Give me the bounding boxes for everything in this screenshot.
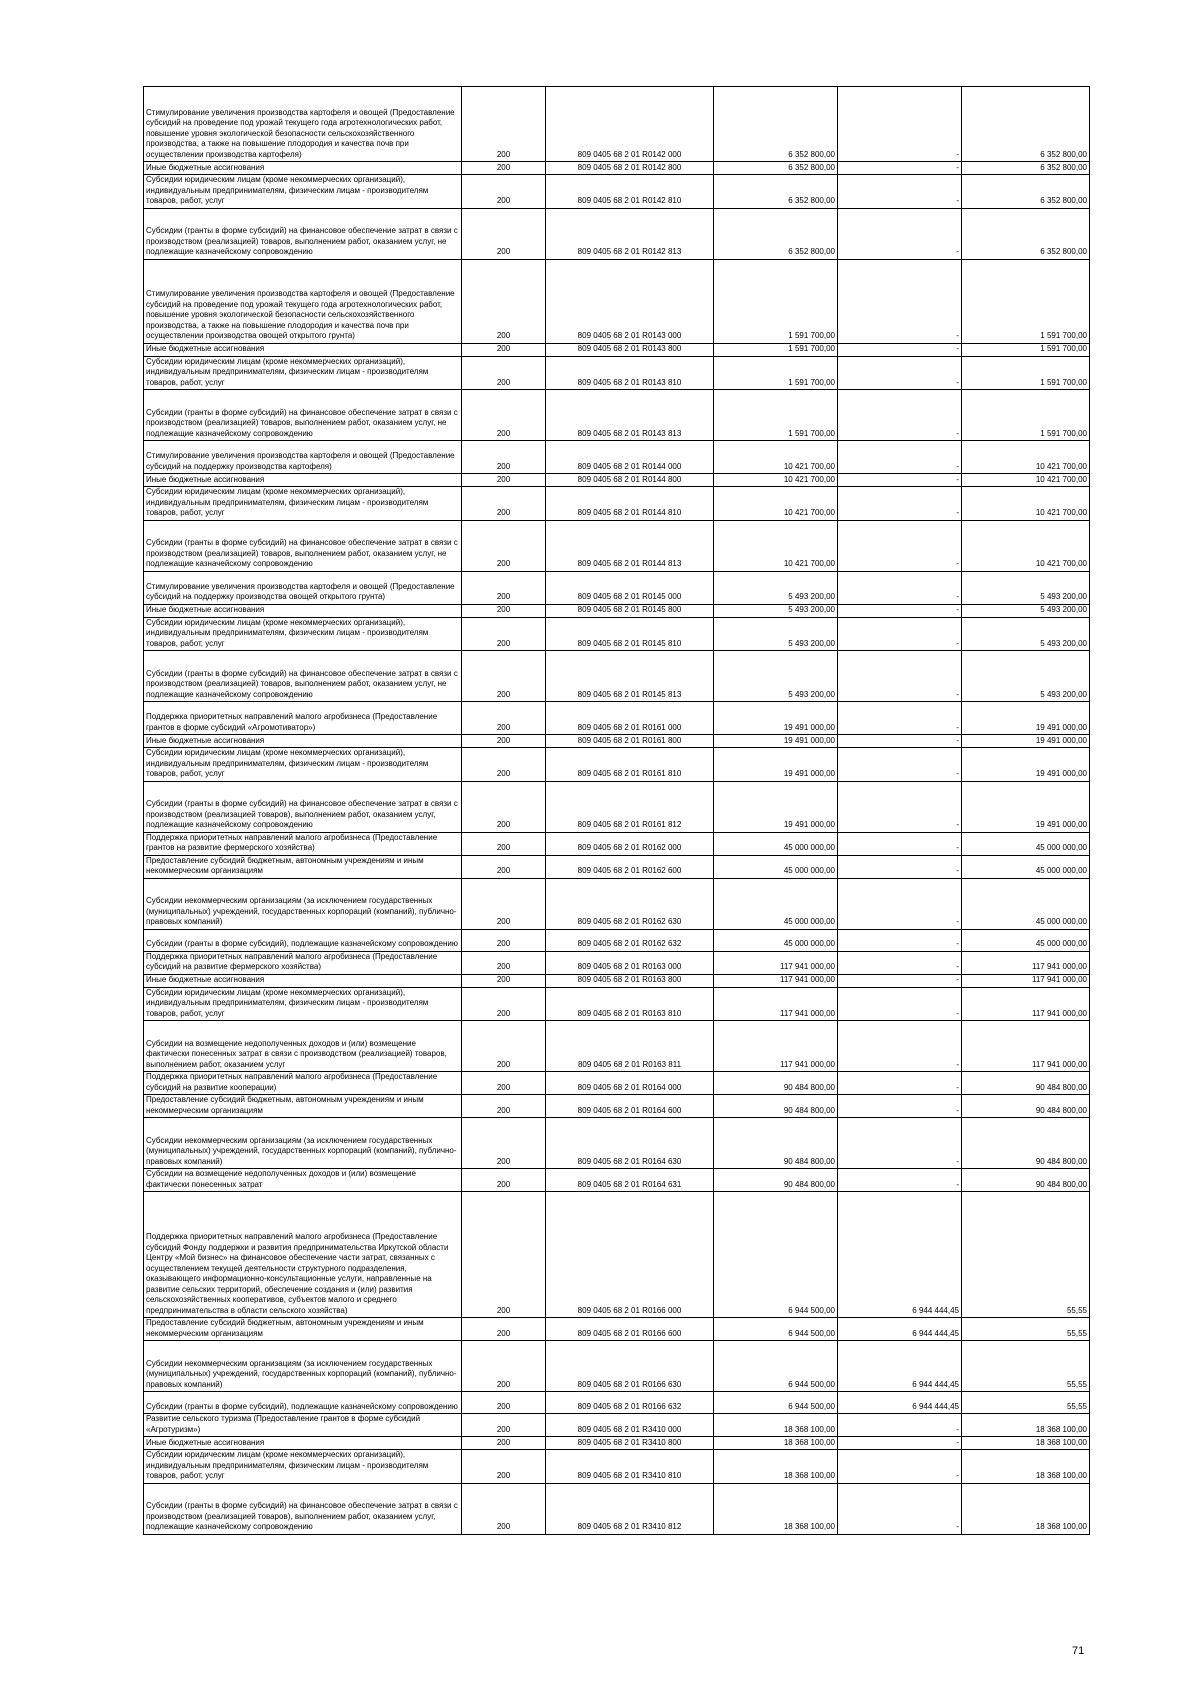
table-row bbox=[144, 974, 1090, 987]
table-row bbox=[144, 390, 1090, 441]
row-executed: - bbox=[838, 781, 962, 832]
row-code: 200 bbox=[462, 1072, 546, 1095]
row-approved: 18 368 100,00 bbox=[714, 1450, 838, 1484]
row-classification: 809 0405 68 2 01 R3410 812 bbox=[546, 1483, 714, 1534]
row-name: Субсидии на возмещение недополученных доходов и (или) возмещение фактически понесенных затрат bbox=[144, 1169, 462, 1192]
table-row bbox=[144, 951, 1090, 974]
row-name: Субсидии юридическим лицам (кроме некоммерческих организаций), индивидуальным предпринимателям, физическим лицам - производителям товаров, работ, услуг bbox=[144, 487, 462, 521]
table-row bbox=[144, 651, 1090, 702]
row-name: Иные бюджетные ассигнования bbox=[144, 735, 462, 748]
row-classification: 809 0405 68 2 01 R0161 000 bbox=[546, 702, 714, 735]
row-classification: 809 0405 68 2 01 R0145 800 bbox=[546, 604, 714, 617]
table-row bbox=[144, 487, 1090, 521]
row-name: Иные бюджетные ассигнования bbox=[144, 474, 462, 487]
row-remaining: 90 484 800,00 bbox=[962, 1169, 1090, 1192]
table-row bbox=[144, 441, 1090, 474]
row-code: 200 bbox=[462, 1021, 546, 1072]
row-name: Иные бюджетные ассигнования bbox=[144, 343, 462, 356]
row-approved: 90 484 800,00 bbox=[714, 1095, 838, 1118]
row-name: Предоставление субсидий бюджетным, автономным учреждениям и иным некоммерческим организациям bbox=[144, 1095, 462, 1118]
row-classification: 809 0405 68 2 01 R0166 630 bbox=[546, 1341, 714, 1392]
row-approved: 6 944 500,00 bbox=[714, 1392, 838, 1414]
row-name: Иные бюджетные ассигнования bbox=[144, 974, 462, 987]
row-remaining: 45 000 000,00 bbox=[962, 878, 1090, 929]
row-classification: 809 0405 68 2 01 R0142 000 bbox=[546, 87, 714, 162]
row-remaining: 90 484 800,00 bbox=[962, 1118, 1090, 1169]
row-executed: 6 944 444,45 bbox=[838, 1341, 962, 1392]
row-executed: - bbox=[838, 259, 962, 343]
row-remaining: 55,55 bbox=[962, 1341, 1090, 1392]
row-approved: 10 421 700,00 bbox=[714, 441, 838, 474]
budget-table-body bbox=[144, 87, 1090, 1535]
row-code: 200 bbox=[462, 855, 546, 878]
row-executed: - bbox=[838, 1437, 962, 1450]
row-name: Субсидии (гранты в форме субсидий), подлежащие казначейскому сопровождению bbox=[144, 1392, 462, 1414]
row-approved: 6 352 800,00 bbox=[714, 162, 838, 175]
row-executed: - bbox=[838, 1072, 962, 1095]
table-row bbox=[144, 162, 1090, 175]
row-name: Поддержка приоритетных направлений малого агробизнеса (Предоставление грантов на развитие фермерского хозяйства) bbox=[144, 832, 462, 855]
row-classification: 809 0405 68 2 01 R0166 632 bbox=[546, 1392, 714, 1414]
table-row bbox=[144, 748, 1090, 782]
row-classification: 809 0405 68 2 01 R0164 631 bbox=[546, 1169, 714, 1192]
row-code: 200 bbox=[462, 735, 546, 748]
row-code: 200 bbox=[462, 474, 546, 487]
row-executed: - bbox=[838, 929, 962, 951]
row-approved: 5 493 200,00 bbox=[714, 617, 838, 651]
row-name: Стимулирование увеличения производства картофеля и овощей (Предоставление субсидий на поддержку производства овощей открытого грунта) bbox=[144, 571, 462, 604]
row-remaining: 117 941 000,00 bbox=[962, 987, 1090, 1021]
row-name: Субсидии юридическим лицам (кроме некоммерческих организаций), индивидуальным предпринимателям, физическим лицам - производителям товаров, работ, услуг bbox=[144, 748, 462, 782]
table-row bbox=[144, 702, 1090, 735]
row-executed: 6 944 444,45 bbox=[838, 1318, 962, 1341]
row-classification: 809 0405 68 2 01 R0143 810 bbox=[546, 356, 714, 390]
row-classification: 809 0405 68 2 01 R0163 800 bbox=[546, 974, 714, 987]
row-name: Субсидии юридическим лицам (кроме некоммерческих организаций), индивидуальным предпринимателям, физическим лицам - производителям товаров, работ, услуг bbox=[144, 356, 462, 390]
row-remaining: 6 352 800,00 bbox=[962, 208, 1090, 259]
row-approved: 19 491 000,00 bbox=[714, 748, 838, 782]
row-name: Поддержка приоритетных направлений малого агробизнеса (Предоставление субсидий на развитие фермерского хозяйства) bbox=[144, 951, 462, 974]
row-approved: 6 352 800,00 bbox=[714, 175, 838, 209]
row-classification: 809 0405 68 2 01 R0144 810 bbox=[546, 487, 714, 521]
row-executed: - bbox=[838, 571, 962, 604]
row-code: 200 bbox=[462, 487, 546, 521]
table-row bbox=[144, 474, 1090, 487]
row-remaining: 1 591 700,00 bbox=[962, 343, 1090, 356]
row-classification: 809 0405 68 2 01 R0144 800 bbox=[546, 474, 714, 487]
table-row bbox=[144, 1450, 1090, 1484]
table-row bbox=[144, 735, 1090, 748]
row-executed: - bbox=[838, 1021, 962, 1072]
table-row bbox=[144, 604, 1090, 617]
page-number: 71 bbox=[1072, 1645, 1085, 1657]
row-approved: 90 484 800,00 bbox=[714, 1169, 838, 1192]
row-code: 200 bbox=[462, 1483, 546, 1534]
row-classification: 809 0405 68 2 01 R0162 600 bbox=[546, 855, 714, 878]
row-approved: 45 000 000,00 bbox=[714, 832, 838, 855]
table-row bbox=[144, 832, 1090, 855]
table-row bbox=[144, 781, 1090, 832]
row-executed: - bbox=[838, 951, 962, 974]
row-code: 200 bbox=[462, 162, 546, 175]
row-executed: - bbox=[838, 987, 962, 1021]
budget-table bbox=[143, 86, 1090, 1535]
row-remaining: 19 491 000,00 bbox=[962, 702, 1090, 735]
table-row bbox=[144, 1118, 1090, 1169]
row-name: Субсидии некоммерческим организациям (за исключением государственных (муниципальных) учреждений, государственных корпораций (компаний), публично-правовых компаний) bbox=[144, 1341, 462, 1392]
row-executed: 6 944 444,45 bbox=[838, 1192, 962, 1318]
table-row bbox=[144, 175, 1090, 209]
row-remaining: 6 352 800,00 bbox=[962, 175, 1090, 209]
table-row bbox=[144, 520, 1090, 571]
row-code: 200 bbox=[462, 1169, 546, 1192]
row-code: 200 bbox=[462, 208, 546, 259]
row-executed: - bbox=[838, 87, 962, 162]
row-name: Субсидии (гранты в форме субсидий) на финансовое обеспечение затрат в связи с производством (реализацией) товаров, выполнением работ, оказанием услуг, не подлежащие казначейскому сопровождению bbox=[144, 520, 462, 571]
row-remaining: 5 493 200,00 bbox=[962, 617, 1090, 651]
row-name: Стимулирование увеличения производства картофеля и овощей (Предоставление субсидий на проведение под урожай текущего года агротехнологических работ, повышение уровня экологической безопасности сельскохозяйственного производства, а также на повышение плодородия и качества почв при осуществлении производства овощей открытого грунта) bbox=[144, 259, 462, 343]
row-code: 200 bbox=[462, 617, 546, 651]
row-code: 200 bbox=[462, 832, 546, 855]
row-executed: 6 944 444,45 bbox=[838, 1392, 962, 1414]
row-classification: 809 0405 68 2 01 R0143 813 bbox=[546, 390, 714, 441]
row-code: 200 bbox=[462, 1414, 546, 1437]
row-code: 200 bbox=[462, 987, 546, 1021]
row-name: Субсидии юридическим лицам (кроме некоммерческих организаций), индивидуальным предпринимателям, физическим лицам - производителям товаров, работ, услуг bbox=[144, 987, 462, 1021]
row-executed: - bbox=[838, 1483, 962, 1534]
row-remaining: 1 591 700,00 bbox=[962, 259, 1090, 343]
row-executed: - bbox=[838, 162, 962, 175]
row-approved: 90 484 800,00 bbox=[714, 1118, 838, 1169]
row-classification: 809 0405 68 2 01 R0161 812 bbox=[546, 781, 714, 832]
row-code: 200 bbox=[462, 87, 546, 162]
row-name: Стимулирование увеличения производства картофеля и овощей (Предоставление субсидий на проведение под урожай текущего года агротехнологических работ, повышение уровня экологической безопасности сельскохозяйственного производства, а также на повышение плодородия и качества почв при осуществлении производства картофеля) bbox=[144, 87, 462, 162]
row-remaining: 1 591 700,00 bbox=[962, 356, 1090, 390]
row-remaining: 90 484 800,00 bbox=[962, 1072, 1090, 1095]
row-remaining: 19 491 000,00 bbox=[962, 748, 1090, 782]
table-row bbox=[144, 1414, 1090, 1437]
row-remaining: 55,55 bbox=[962, 1392, 1090, 1414]
row-approved: 45 000 000,00 bbox=[714, 855, 838, 878]
table-row bbox=[144, 1095, 1090, 1118]
row-approved: 10 421 700,00 bbox=[714, 520, 838, 571]
table-row bbox=[144, 259, 1090, 343]
row-remaining: 45 000 000,00 bbox=[962, 855, 1090, 878]
row-name: Иные бюджетные ассигнования bbox=[144, 162, 462, 175]
row-classification: 809 0405 68 2 01 R0161 810 bbox=[546, 748, 714, 782]
row-code: 200 bbox=[462, 974, 546, 987]
row-remaining: 90 484 800,00 bbox=[962, 1095, 1090, 1118]
row-classification: 809 0405 68 2 01 R0164 630 bbox=[546, 1118, 714, 1169]
row-name: Субсидии юридическим лицам (кроме некоммерческих организаций), индивидуальным предпринимателям, физическим лицам - производителям товаров, работ, услуг bbox=[144, 175, 462, 209]
row-remaining: 18 368 100,00 bbox=[962, 1450, 1090, 1484]
row-code: 200 bbox=[462, 1095, 546, 1118]
row-remaining: 10 421 700,00 bbox=[962, 474, 1090, 487]
row-code: 200 bbox=[462, 441, 546, 474]
row-executed: - bbox=[838, 832, 962, 855]
row-approved: 45 000 000,00 bbox=[714, 929, 838, 951]
table-row bbox=[144, 1341, 1090, 1392]
row-classification: 809 0405 68 2 01 R3410 800 bbox=[546, 1437, 714, 1450]
row-approved: 6 944 500,00 bbox=[714, 1192, 838, 1318]
row-classification: 809 0405 68 2 01 R0142 800 bbox=[546, 162, 714, 175]
table-row bbox=[144, 855, 1090, 878]
row-name: Иные бюджетные ассигнования bbox=[144, 1437, 462, 1450]
row-name: Субсидии (гранты в форме субсидий) на финансовое обеспечение затрат в связи с производством (реализацией товаров), выполнением работ, оказанием услуг, подлежащие казначейскому сопровождению bbox=[144, 1483, 462, 1534]
row-remaining: 45 000 000,00 bbox=[962, 929, 1090, 951]
table-row bbox=[144, 356, 1090, 390]
row-executed: - bbox=[838, 878, 962, 929]
row-name: Субсидии (гранты в форме субсидий) на финансовое обеспечение затрат в связи с производством (реализацией) товаров, выполнением работ, оказанием услуг, не подлежащие казначейскому сопровождению bbox=[144, 208, 462, 259]
row-classification: 809 0405 68 2 01 R0166 000 bbox=[546, 1192, 714, 1318]
row-approved: 117 941 000,00 bbox=[714, 974, 838, 987]
row-executed: - bbox=[838, 748, 962, 782]
row-classification: 809 0405 68 2 01 R0143 000 bbox=[546, 259, 714, 343]
row-classification: 809 0405 68 2 01 R0145 813 bbox=[546, 651, 714, 702]
row-remaining: 5 493 200,00 bbox=[962, 571, 1090, 604]
row-approved: 5 493 200,00 bbox=[714, 651, 838, 702]
row-name: Субсидии некоммерческим организациям (за исключением государственных (муниципальных) учреждений, государственных корпораций (компаний), публично-правовых компаний) bbox=[144, 1118, 462, 1169]
table-row bbox=[144, 1169, 1090, 1192]
row-code: 200 bbox=[462, 356, 546, 390]
row-classification: 809 0405 68 2 01 R0142 810 bbox=[546, 175, 714, 209]
row-remaining: 45 000 000,00 bbox=[962, 832, 1090, 855]
row-code: 200 bbox=[462, 175, 546, 209]
row-code: 200 bbox=[462, 878, 546, 929]
row-code: 200 bbox=[462, 781, 546, 832]
row-approved: 1 591 700,00 bbox=[714, 259, 838, 343]
row-approved: 117 941 000,00 bbox=[714, 951, 838, 974]
row-name: Субсидии (гранты в форме субсидий) на финансовое обеспечение затрат в связи с производством (реализацией) товаров, выполнением работ, оказанием услуг, не подлежащие казначейскому сопровождению bbox=[144, 390, 462, 441]
row-remaining: 18 368 100,00 bbox=[962, 1437, 1090, 1450]
row-code: 200 bbox=[462, 748, 546, 782]
table-row bbox=[144, 1392, 1090, 1414]
row-name: Поддержка приоритетных направлений малого агробизнеса (Предоставление субсидий Фонду поддержки и развития предпринимательства Иркутской области Центру «Мой бизнес» на финансовое обеспечение части затрат, связанных с осуществлением текущей деятельности структурного подразделения, оказывающего информационно-консультационные услуги, направленные на развитие сельских территорий, обеспечение создания и (или) развития сельскохозяйственных кооперативов, субъектов малого и среднего предпринимательства в области сельского хозяйства) bbox=[144, 1192, 462, 1318]
row-approved: 6 352 800,00 bbox=[714, 87, 838, 162]
row-approved: 6 352 800,00 bbox=[714, 208, 838, 259]
row-classification: 809 0405 68 2 01 R0163 000 bbox=[546, 951, 714, 974]
row-name: Субсидии на возмещение недополученных доходов и (или) возмещение фактически понесенных затрат в связи с производством (реализацией) товаров, выполнением работ, оказанием услуг bbox=[144, 1021, 462, 1072]
row-classification: 809 0405 68 2 01 R0142 813 bbox=[546, 208, 714, 259]
row-approved: 19 491 000,00 bbox=[714, 735, 838, 748]
row-remaining: 6 352 800,00 bbox=[962, 162, 1090, 175]
row-executed: - bbox=[838, 1169, 962, 1192]
row-executed: - bbox=[838, 474, 962, 487]
row-approved: 1 591 700,00 bbox=[714, 390, 838, 441]
table-row bbox=[144, 929, 1090, 951]
row-executed: - bbox=[838, 1450, 962, 1484]
row-code: 200 bbox=[462, 1341, 546, 1392]
row-approved: 90 484 800,00 bbox=[714, 1072, 838, 1095]
row-executed: - bbox=[838, 175, 962, 209]
row-executed: - bbox=[838, 974, 962, 987]
row-approved: 10 421 700,00 bbox=[714, 487, 838, 521]
row-approved: 18 368 100,00 bbox=[714, 1414, 838, 1437]
row-classification: 809 0405 68 2 01 R0163 811 bbox=[546, 1021, 714, 1072]
row-executed: - bbox=[838, 441, 962, 474]
row-approved: 18 368 100,00 bbox=[714, 1483, 838, 1534]
table-row bbox=[144, 1192, 1090, 1318]
row-code: 200 bbox=[462, 1450, 546, 1484]
row-code: 200 bbox=[462, 651, 546, 702]
row-classification: 809 0405 68 2 01 R0163 810 bbox=[546, 987, 714, 1021]
table-row bbox=[144, 1072, 1090, 1095]
row-executed: - bbox=[838, 208, 962, 259]
row-classification: 809 0405 68 2 01 R3410 810 bbox=[546, 1450, 714, 1484]
row-remaining: 19 491 000,00 bbox=[962, 735, 1090, 748]
row-name: Субсидии (гранты в форме субсидий), подлежащие казначейскому сопровождению bbox=[144, 929, 462, 951]
row-code: 200 bbox=[462, 702, 546, 735]
row-name: Субсидии некоммерческим организациям (за исключением государственных (муниципальных) учреждений, государственных корпораций (компаний), публично-правовых компаний) bbox=[144, 878, 462, 929]
row-executed: - bbox=[838, 1095, 962, 1118]
table-row bbox=[144, 343, 1090, 356]
row-executed: - bbox=[838, 1414, 962, 1437]
row-code: 200 bbox=[462, 929, 546, 951]
row-classification: 809 0405 68 2 01 R0162 000 bbox=[546, 832, 714, 855]
table-row bbox=[144, 1021, 1090, 1072]
table-row bbox=[144, 878, 1090, 929]
row-remaining: 5 493 200,00 bbox=[962, 604, 1090, 617]
row-approved: 117 941 000,00 bbox=[714, 987, 838, 1021]
row-executed: - bbox=[838, 1118, 962, 1169]
row-remaining: 18 368 100,00 bbox=[962, 1414, 1090, 1437]
row-remaining: 117 941 000,00 bbox=[962, 1021, 1090, 1072]
row-code: 200 bbox=[462, 343, 546, 356]
row-remaining: 5 493 200,00 bbox=[962, 651, 1090, 702]
row-code: 200 bbox=[462, 571, 546, 604]
row-executed: - bbox=[838, 343, 962, 356]
table-row bbox=[144, 1483, 1090, 1534]
table-row bbox=[144, 87, 1090, 162]
table-row bbox=[144, 1437, 1090, 1450]
table-row bbox=[144, 571, 1090, 604]
row-approved: 18 368 100,00 bbox=[714, 1437, 838, 1450]
row-executed: - bbox=[838, 520, 962, 571]
row-approved: 45 000 000,00 bbox=[714, 878, 838, 929]
row-classification: 809 0405 68 2 01 R0166 600 bbox=[546, 1318, 714, 1341]
row-approved: 6 944 500,00 bbox=[714, 1318, 838, 1341]
row-remaining: 117 941 000,00 bbox=[962, 951, 1090, 974]
row-approved: 1 591 700,00 bbox=[714, 343, 838, 356]
row-name: Предоставление субсидий бюджетным, автономным учреждениям и иным некоммерческим организациям bbox=[144, 855, 462, 878]
row-classification: 809 0405 68 2 01 R0164 600 bbox=[546, 1095, 714, 1118]
row-approved: 19 491 000,00 bbox=[714, 702, 838, 735]
row-name: Поддержка приоритетных направлений малого агробизнеса (Предоставление субсидий на развитие кооперации) bbox=[144, 1072, 462, 1095]
row-executed: - bbox=[838, 390, 962, 441]
row-approved: 5 493 200,00 bbox=[714, 604, 838, 617]
row-name: Предоставление субсидий бюджетным, автономным учреждениям и иным некоммерческим организациям bbox=[144, 1318, 462, 1341]
row-code: 200 bbox=[462, 1437, 546, 1450]
row-approved: 117 941 000,00 bbox=[714, 1021, 838, 1072]
row-remaining: 10 421 700,00 bbox=[962, 520, 1090, 571]
row-executed: - bbox=[838, 604, 962, 617]
row-executed: - bbox=[838, 735, 962, 748]
row-remaining: 19 491 000,00 bbox=[962, 781, 1090, 832]
row-classification: 809 0405 68 2 01 R0162 632 bbox=[546, 929, 714, 951]
row-code: 200 bbox=[462, 390, 546, 441]
row-name: Иные бюджетные ассигнования bbox=[144, 604, 462, 617]
row-remaining: 18 368 100,00 bbox=[962, 1483, 1090, 1534]
table-row bbox=[144, 1318, 1090, 1341]
row-code: 200 bbox=[462, 1318, 546, 1341]
row-executed: - bbox=[838, 356, 962, 390]
row-classification: 809 0405 68 2 01 R0162 630 bbox=[546, 878, 714, 929]
row-name: Стимулирование увеличения производства картофеля и овощей (Предоставление субсидий на поддержку производства картофеля) bbox=[144, 441, 462, 474]
row-remaining: 55,55 bbox=[962, 1318, 1090, 1341]
row-executed: - bbox=[838, 651, 962, 702]
row-classification: 809 0405 68 2 01 R0145 810 bbox=[546, 617, 714, 651]
table-row bbox=[144, 208, 1090, 259]
row-name: Развитие сельского туризма (Предоставление грантов в форме субсидий «Агротуризм») bbox=[144, 1414, 462, 1437]
row-remaining: 117 941 000,00 bbox=[962, 974, 1090, 987]
row-remaining: 1 591 700,00 bbox=[962, 390, 1090, 441]
row-approved: 19 491 000,00 bbox=[714, 781, 838, 832]
row-remaining: 6 352 800,00 bbox=[962, 87, 1090, 162]
row-classification: 809 0405 68 2 01 R0161 800 bbox=[546, 735, 714, 748]
row-classification: 809 0405 68 2 01 R0143 800 bbox=[546, 343, 714, 356]
row-classification: 809 0405 68 2 01 R0164 000 bbox=[546, 1072, 714, 1095]
row-code: 200 bbox=[462, 520, 546, 571]
row-code: 200 bbox=[462, 951, 546, 974]
row-name: Субсидии юридическим лицам (кроме некоммерческих организаций), индивидуальным предпринимателям, физическим лицам - производителям товаров, работ, услуг bbox=[144, 1450, 462, 1484]
row-classification: 809 0405 68 2 01 R0145 000 bbox=[546, 571, 714, 604]
table-row bbox=[144, 617, 1090, 651]
row-classification: 809 0405 68 2 01 R0144 813 bbox=[546, 520, 714, 571]
row-code: 200 bbox=[462, 1118, 546, 1169]
row-executed: - bbox=[838, 487, 962, 521]
row-remaining: 10 421 700,00 bbox=[962, 441, 1090, 474]
row-name: Субсидии (гранты в форме субсидий) на финансовое обеспечение затрат в связи с производством (реализацией) товаров, выполнением работ, оказанием услуг, не подлежащие казначейскому сопровождению bbox=[144, 651, 462, 702]
row-code: 200 bbox=[462, 1392, 546, 1414]
row-approved: 5 493 200,00 bbox=[714, 571, 838, 604]
budget-sheet bbox=[143, 86, 1089, 1535]
row-executed: - bbox=[838, 617, 962, 651]
row-approved: 1 591 700,00 bbox=[714, 356, 838, 390]
row-classification: 809 0405 68 2 01 R0144 000 bbox=[546, 441, 714, 474]
row-code: 200 bbox=[462, 259, 546, 343]
row-remaining: 55,55 bbox=[962, 1192, 1090, 1318]
row-remaining: 10 421 700,00 bbox=[962, 487, 1090, 521]
row-name: Поддержка приоритетных направлений малого агробизнеса (Предоставление грантов в форме субсидий «Агромотиватор») bbox=[144, 702, 462, 735]
row-executed: - bbox=[838, 702, 962, 735]
row-classification: 809 0405 68 2 01 R3410 000 bbox=[546, 1414, 714, 1437]
row-approved: 6 944 500,00 bbox=[714, 1341, 838, 1392]
row-code: 200 bbox=[462, 1192, 546, 1318]
row-code: 200 bbox=[462, 604, 546, 617]
row-approved: 10 421 700,00 bbox=[714, 474, 838, 487]
row-name: Субсидии (гранты в форме субсидий) на финансовое обеспечение затрат в связи с производством (реализацией товаров), выполнением работ, оказанием услуг, подлежащие казначейскому сопровождению bbox=[144, 781, 462, 832]
table-row bbox=[144, 987, 1090, 1021]
row-executed: - bbox=[838, 855, 962, 878]
row-name: Субсидии юридическим лицам (кроме некоммерческих организаций), индивидуальным предпринимателям, физическим лицам - производителям товаров, работ, услуг bbox=[144, 617, 462, 651]
